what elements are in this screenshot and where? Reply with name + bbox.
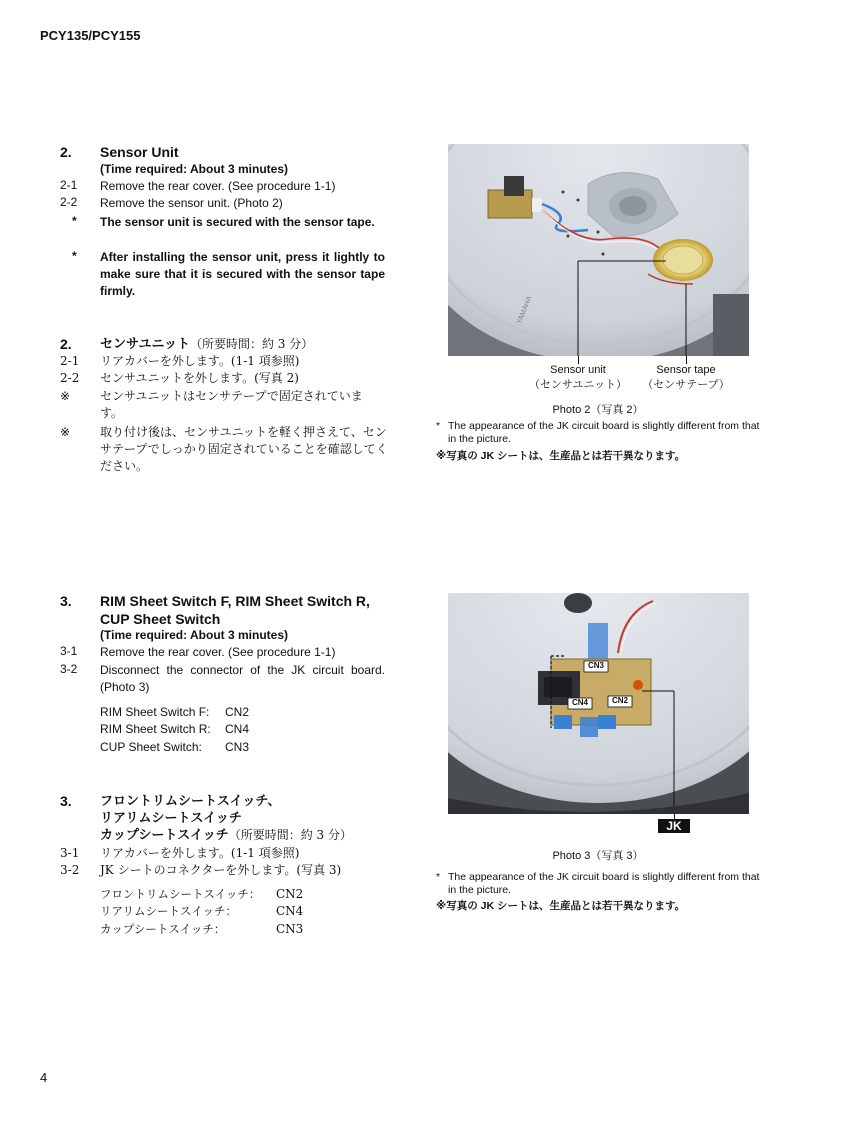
page-number: 4 <box>40 1070 48 1085</box>
label-sensor-unit-jp: （センサユニット） <box>528 378 628 391</box>
note-mark: ※ <box>60 425 71 439</box>
label-sensor-tape-jp: （センサテープ） <box>642 378 730 391</box>
step-number: 3-2 <box>60 662 78 676</box>
step-number: 2-2 <box>60 371 80 385</box>
connector-value: CN2 <box>225 705 250 719</box>
sensor-unit-photo <box>448 144 749 356</box>
connector-name: CUP Sheet Switch: <box>100 740 202 754</box>
section-3-jp-title-line-2: リアリムシートスイッチ <box>100 811 242 826</box>
photo-2-image <box>448 144 749 356</box>
photo-2-note-jp: ※写真の JK シートは、生産品とは若干異なります。 <box>436 450 686 462</box>
photo-3-image <box>448 593 749 814</box>
connector-value: CN4 <box>225 722 250 736</box>
section-2-jp-number: 2. <box>60 336 72 352</box>
step-number: 2-1 <box>60 354 80 368</box>
step-text: リアカバーを外します。(1-1 項参照) <box>100 354 300 368</box>
step-number: 2-1 <box>60 178 78 192</box>
note-text: センサユニットはセンサテープで固定されています。 <box>100 389 363 420</box>
logo-text: YAMAHA <box>516 295 534 326</box>
section-3-title-line-1: RIM Sheet Switch F, RIM Sheet Switch R, <box>100 593 370 609</box>
cn4-label: CN4 <box>571 698 588 707</box>
section-2-jp-heading <box>100 336 313 353</box>
photo-3-note-jp: ※写真の JK シートは、生産品とは若干異なります。 <box>436 900 686 912</box>
step-text: センサユニットを外します。(写真 2) <box>100 371 299 385</box>
leader-line <box>686 356 687 364</box>
step-number: 3-1 <box>60 846 80 860</box>
step-text: Disconnect the connector of the JK circuit board. (Photo 3) <box>100 663 385 694</box>
connector-name: カップシートスイッチ： <box>100 922 226 936</box>
section-3-number: 3. <box>60 593 72 609</box>
section-2-jp-time: （所要時間：約 3 分） <box>189 337 314 351</box>
step-text: Remove the rear cover. (See procedure 1-1) <box>100 179 336 193</box>
connector-name: リアリムシートスイッチ： <box>100 904 237 918</box>
connector-name: RIM Sheet Switch R: <box>100 722 211 736</box>
step-text: Remove the sensor unit. (Photo 2) <box>100 196 283 210</box>
label-sensor-tape: Sensor tape <box>656 364 716 376</box>
connector-name: フロントリムシートスイッチ： <box>100 887 261 901</box>
step-number: 3-2 <box>60 863 80 877</box>
section-3-title-line-2: CUP Sheet Switch <box>100 611 221 627</box>
step-text: Remove the rear cover. (See procedure 1-1) <box>100 645 336 659</box>
note-mark: * <box>436 871 441 883</box>
connector-value: CN2 <box>276 887 304 901</box>
note-mark: * <box>72 249 77 263</box>
step-text: リアカバーを外します。(1-1 項参照) <box>100 846 300 860</box>
connector-value: CN4 <box>276 904 304 918</box>
note-mark: * <box>72 214 77 228</box>
photo-2-note: The appearance of the JK circuit board is slightly different from that in the picture. <box>448 420 760 445</box>
connector-name: RIM Sheet Switch F: <box>100 705 210 719</box>
section-3-jp-number: 3. <box>60 793 72 809</box>
section-2-number: 2. <box>60 144 72 160</box>
model-header: PCY135/PCY155 <box>40 28 141 43</box>
connector-value: CN3 <box>276 922 304 936</box>
photo-3-note: The appearance of the JK circuit board is slightly different from that in the picture. <box>448 871 760 896</box>
photo-3-caption: Photo 3（写真 3） <box>552 850 644 862</box>
step-text: JK シートのコネクターを外します。(写真 3) <box>100 863 342 877</box>
note-mark: ※ <box>60 389 71 403</box>
jk-badge: JK <box>658 819 690 833</box>
section-3-jp-title-line-3: カップシートスイッチ <box>100 828 229 843</box>
jk-board-photo <box>448 593 749 814</box>
photo-2-caption: Photo 2（写真 2） <box>552 404 644 416</box>
section-3-time: (Time required: About 3 minutes) <box>100 628 289 642</box>
section-3-jp-title-line-1: フロントリムシートスイッチ、 <box>100 794 281 809</box>
step-number: 2-2 <box>60 195 78 209</box>
section-3-jp-time: （所要時間：約 3 分） <box>228 828 352 842</box>
note-text: After installing the sensor unit, press it lightly to make sure that it is secured with the sensor tape firmly. <box>100 250 385 298</box>
note-text: The sensor unit is secured with the sensor tape. <box>100 215 375 229</box>
cn3-label: CN3 <box>587 661 604 670</box>
connector-value: CN3 <box>225 740 250 754</box>
label-sensor-unit: Sensor unit <box>550 364 606 376</box>
section-2-title: Sensor Unit <box>100 144 179 160</box>
note-mark: * <box>436 420 441 432</box>
section-3-jp-heading-line-3 <box>100 827 352 844</box>
leader-line <box>578 356 579 364</box>
section-2-jp-title: センサユニット <box>100 337 190 352</box>
cn2-label: CN2 <box>611 696 628 705</box>
note-text: 取り付け後は、センサユニットを軽く押さえて、センサテープでしっかり固定されていることを確認してください。 <box>100 425 388 473</box>
section-2-time: (Time required: About 3 minutes) <box>100 162 289 176</box>
step-number: 3-1 <box>60 644 78 658</box>
